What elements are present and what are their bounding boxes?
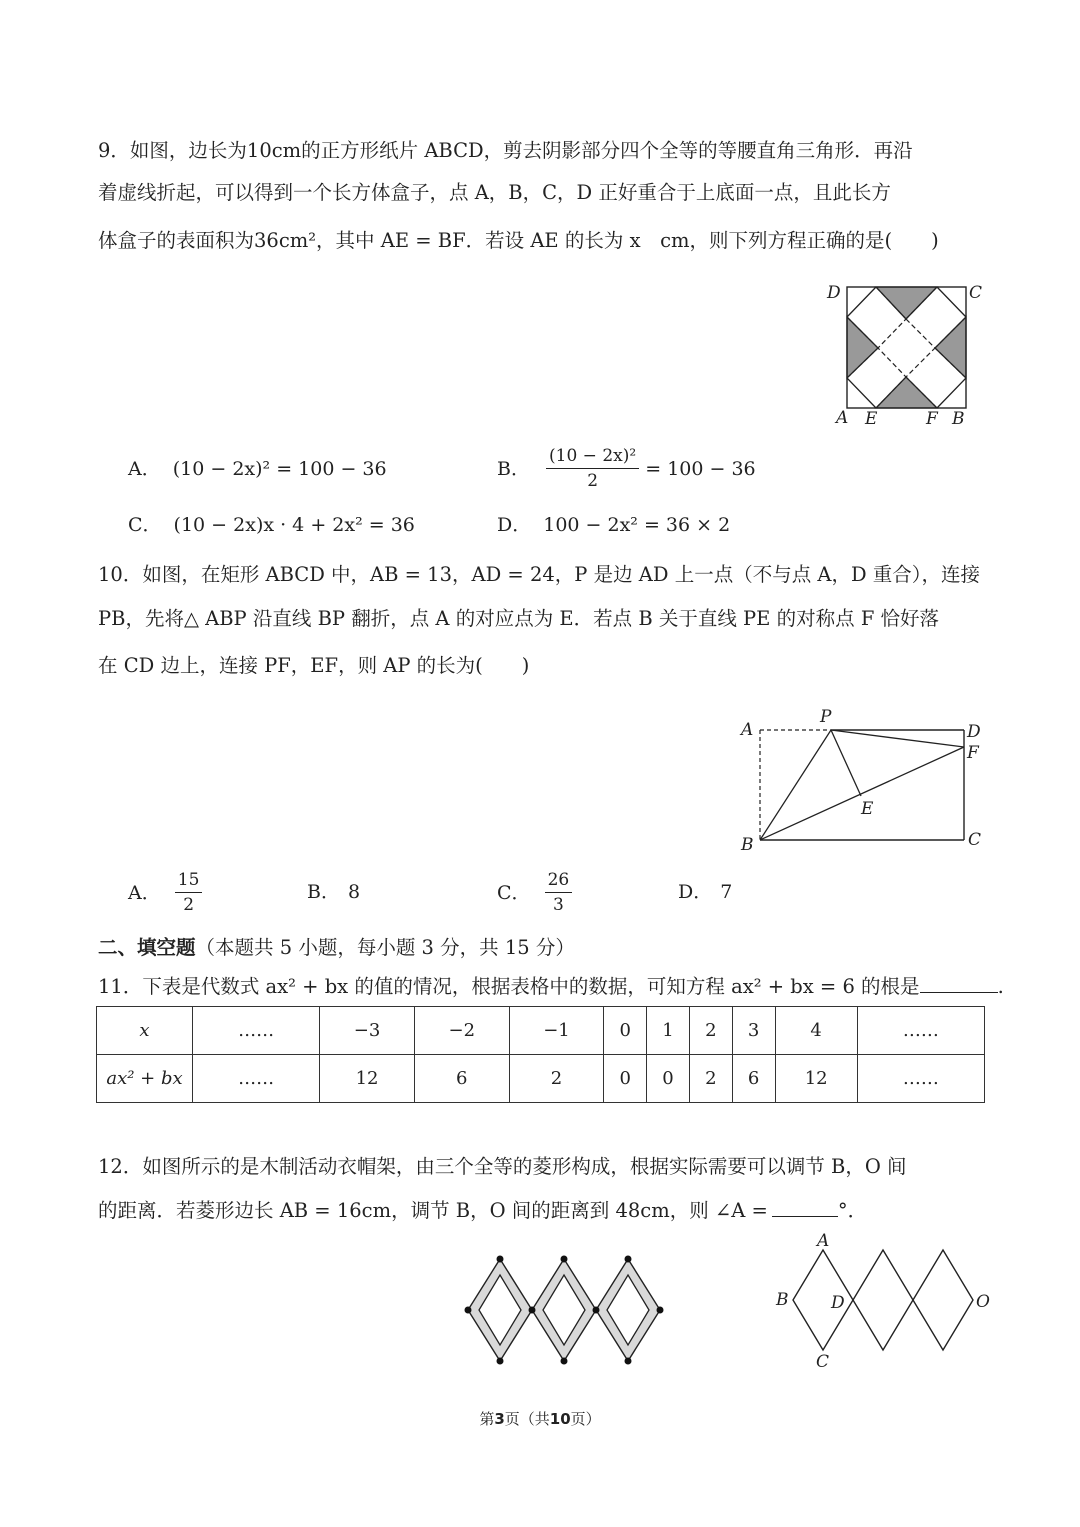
rhombus-label-d: D [831,1293,845,1313]
table-cell: −1 [509,1007,604,1055]
rhombus-label-a: A [817,1231,830,1251]
table-cell: …… [193,1055,320,1103]
q9-option-b[interactable]: B． $\frac{\text{(10 − 2x)²}}{2}$ = 100 − 36 [497,446,756,492]
q10-label-c: C [968,830,982,850]
q9-label-e: E [865,409,878,429]
q10-option-c[interactable]: C． $\frac{26}{3}$ [497,870,572,917]
table-cell: 6 [732,1055,775,1103]
q10-label-e: E [861,799,874,819]
table-cell: 4 [775,1007,857,1055]
q10-label-b: B [741,835,754,855]
q9-line-3: 体盒子的表面积为36cm²，其中 AE = BF．若设 AE 的长为 x cm，则下列方程正确的是( ) [98,229,939,252]
table-cell: 1 [647,1007,690,1055]
q10-label-a: A [741,720,754,740]
q10-line-1: 10．如图，在矩形 ABCD 中，AB = 13，AD = 24，P 是边 AD 上一点（不与点 A，D 重合），连接 [98,563,981,586]
q9-figure [820,278,990,433]
q9-shaded-left [847,317,878,378]
q9-label-d: D [827,283,841,303]
table-row [97,1055,985,1103]
q12-line-2: 的距离．若菱形边长 AB = 16cm，调节 B，O 间的距离到 48cm，则 ∠A = °． [98,1199,868,1222]
table-cell: 2 [689,1055,732,1103]
table-cell: …… [857,1055,984,1103]
table-cell: 12 [320,1055,415,1103]
rhombus-figure [770,1228,990,1373]
page-footer: 第3页（共10页） [479,1410,601,1428]
q10-line-2: PB，先将△ ABP 沿直线 BP 翻折，点 A 的对应点为 E．若点 B 关于直线 PE 的对称点 F 恰好落 [98,607,940,630]
q12-answer-blank[interactable] [772,1202,838,1217]
page-number: 3 [494,1410,505,1428]
table-cell: 0 [647,1055,690,1103]
q12-line-1: 12．如图所示的是木制活动衣帽架，由三个全等的菱形构成，根据实际需要可以调节 B，O 间 [98,1155,907,1178]
q11-answer-blank[interactable] [920,976,998,993]
section-title: 二、填空题 [98,936,196,959]
q9-label-a: A [836,408,849,428]
q9-label-b: B [952,409,965,429]
table-cell: 2 [509,1055,604,1103]
table-cell: −2 [414,1007,509,1055]
q9-option-c[interactable]: C． (10 − 2x)x · 4 + 2x² = 36 [128,514,415,536]
table-cell: 3 [732,1007,775,1055]
q9-shaded-top [876,287,937,319]
q9-label-f: F [926,409,938,429]
q10-option-d[interactable]: D． 7 [678,881,733,903]
q11-text: 11．下表是代数式 ax² + bx 的值的情况，根据表格中的数据，可知方程 ax² + bx = 6 的根是 . [98,975,1004,998]
q10-option-a[interactable]: A． $\frac{15}{2}$ [128,870,202,917]
q10-label-f: F [967,743,979,763]
table-cell: …… [857,1007,984,1055]
q9-option-a[interactable]: A． (10 − 2x)² = 100 − 36 [128,458,387,480]
q10-label-d: D [967,722,981,742]
section-heading [98,932,575,960]
table-cell: −3 [320,1007,415,1055]
table-row [97,1007,985,1055]
table-cell: …… [193,1007,320,1055]
q9-fold-lines [878,319,935,377]
table-cell: 0 [604,1055,647,1103]
section-note: （本题共 5 小题，每小题 3 分，共 15 分） [195,936,575,959]
q10-option-b[interactable]: B． 8 [307,881,361,903]
page-total: 10 [549,1410,571,1428]
table-cell: 0 [604,1007,647,1055]
q10-figure [730,700,1000,860]
rhombus-label-c: C [816,1352,830,1372]
q11-values-table [96,1006,985,1103]
q9-label-c: C [969,283,983,303]
q9-line-1: 9．如图，边长为10cm的正方形纸片 ABCD，剪去阴影部分四个全等的等腰直角三角形．再沿 [98,139,913,162]
table-cell: 2 [689,1007,732,1055]
table-cell: ax² + bx [97,1055,193,1103]
coat-rack-figure [460,1255,670,1370]
q9-line-2: 着虚线折起，可以得到一个长方体盒子，点 A，B，C，D 正好重合于上底面一点，且此长方 [98,181,891,204]
rhombus-label-b: B [776,1290,789,1310]
q9-shaded-right [935,317,966,378]
table-cell: x [97,1007,193,1055]
q9-option-d[interactable]: D． 100 − 2x² = 36 × 2 [497,514,731,536]
rhombus-label-o: O [976,1292,990,1312]
table-cell: 6 [414,1055,509,1103]
table-cell: 12 [775,1055,857,1103]
q10-label-p: P [820,707,832,727]
q10-line-3: 在 CD 边上，连接 PF，EF，则 AP 的长为( ) [98,654,530,677]
q9-shaded-bottom [876,377,937,408]
